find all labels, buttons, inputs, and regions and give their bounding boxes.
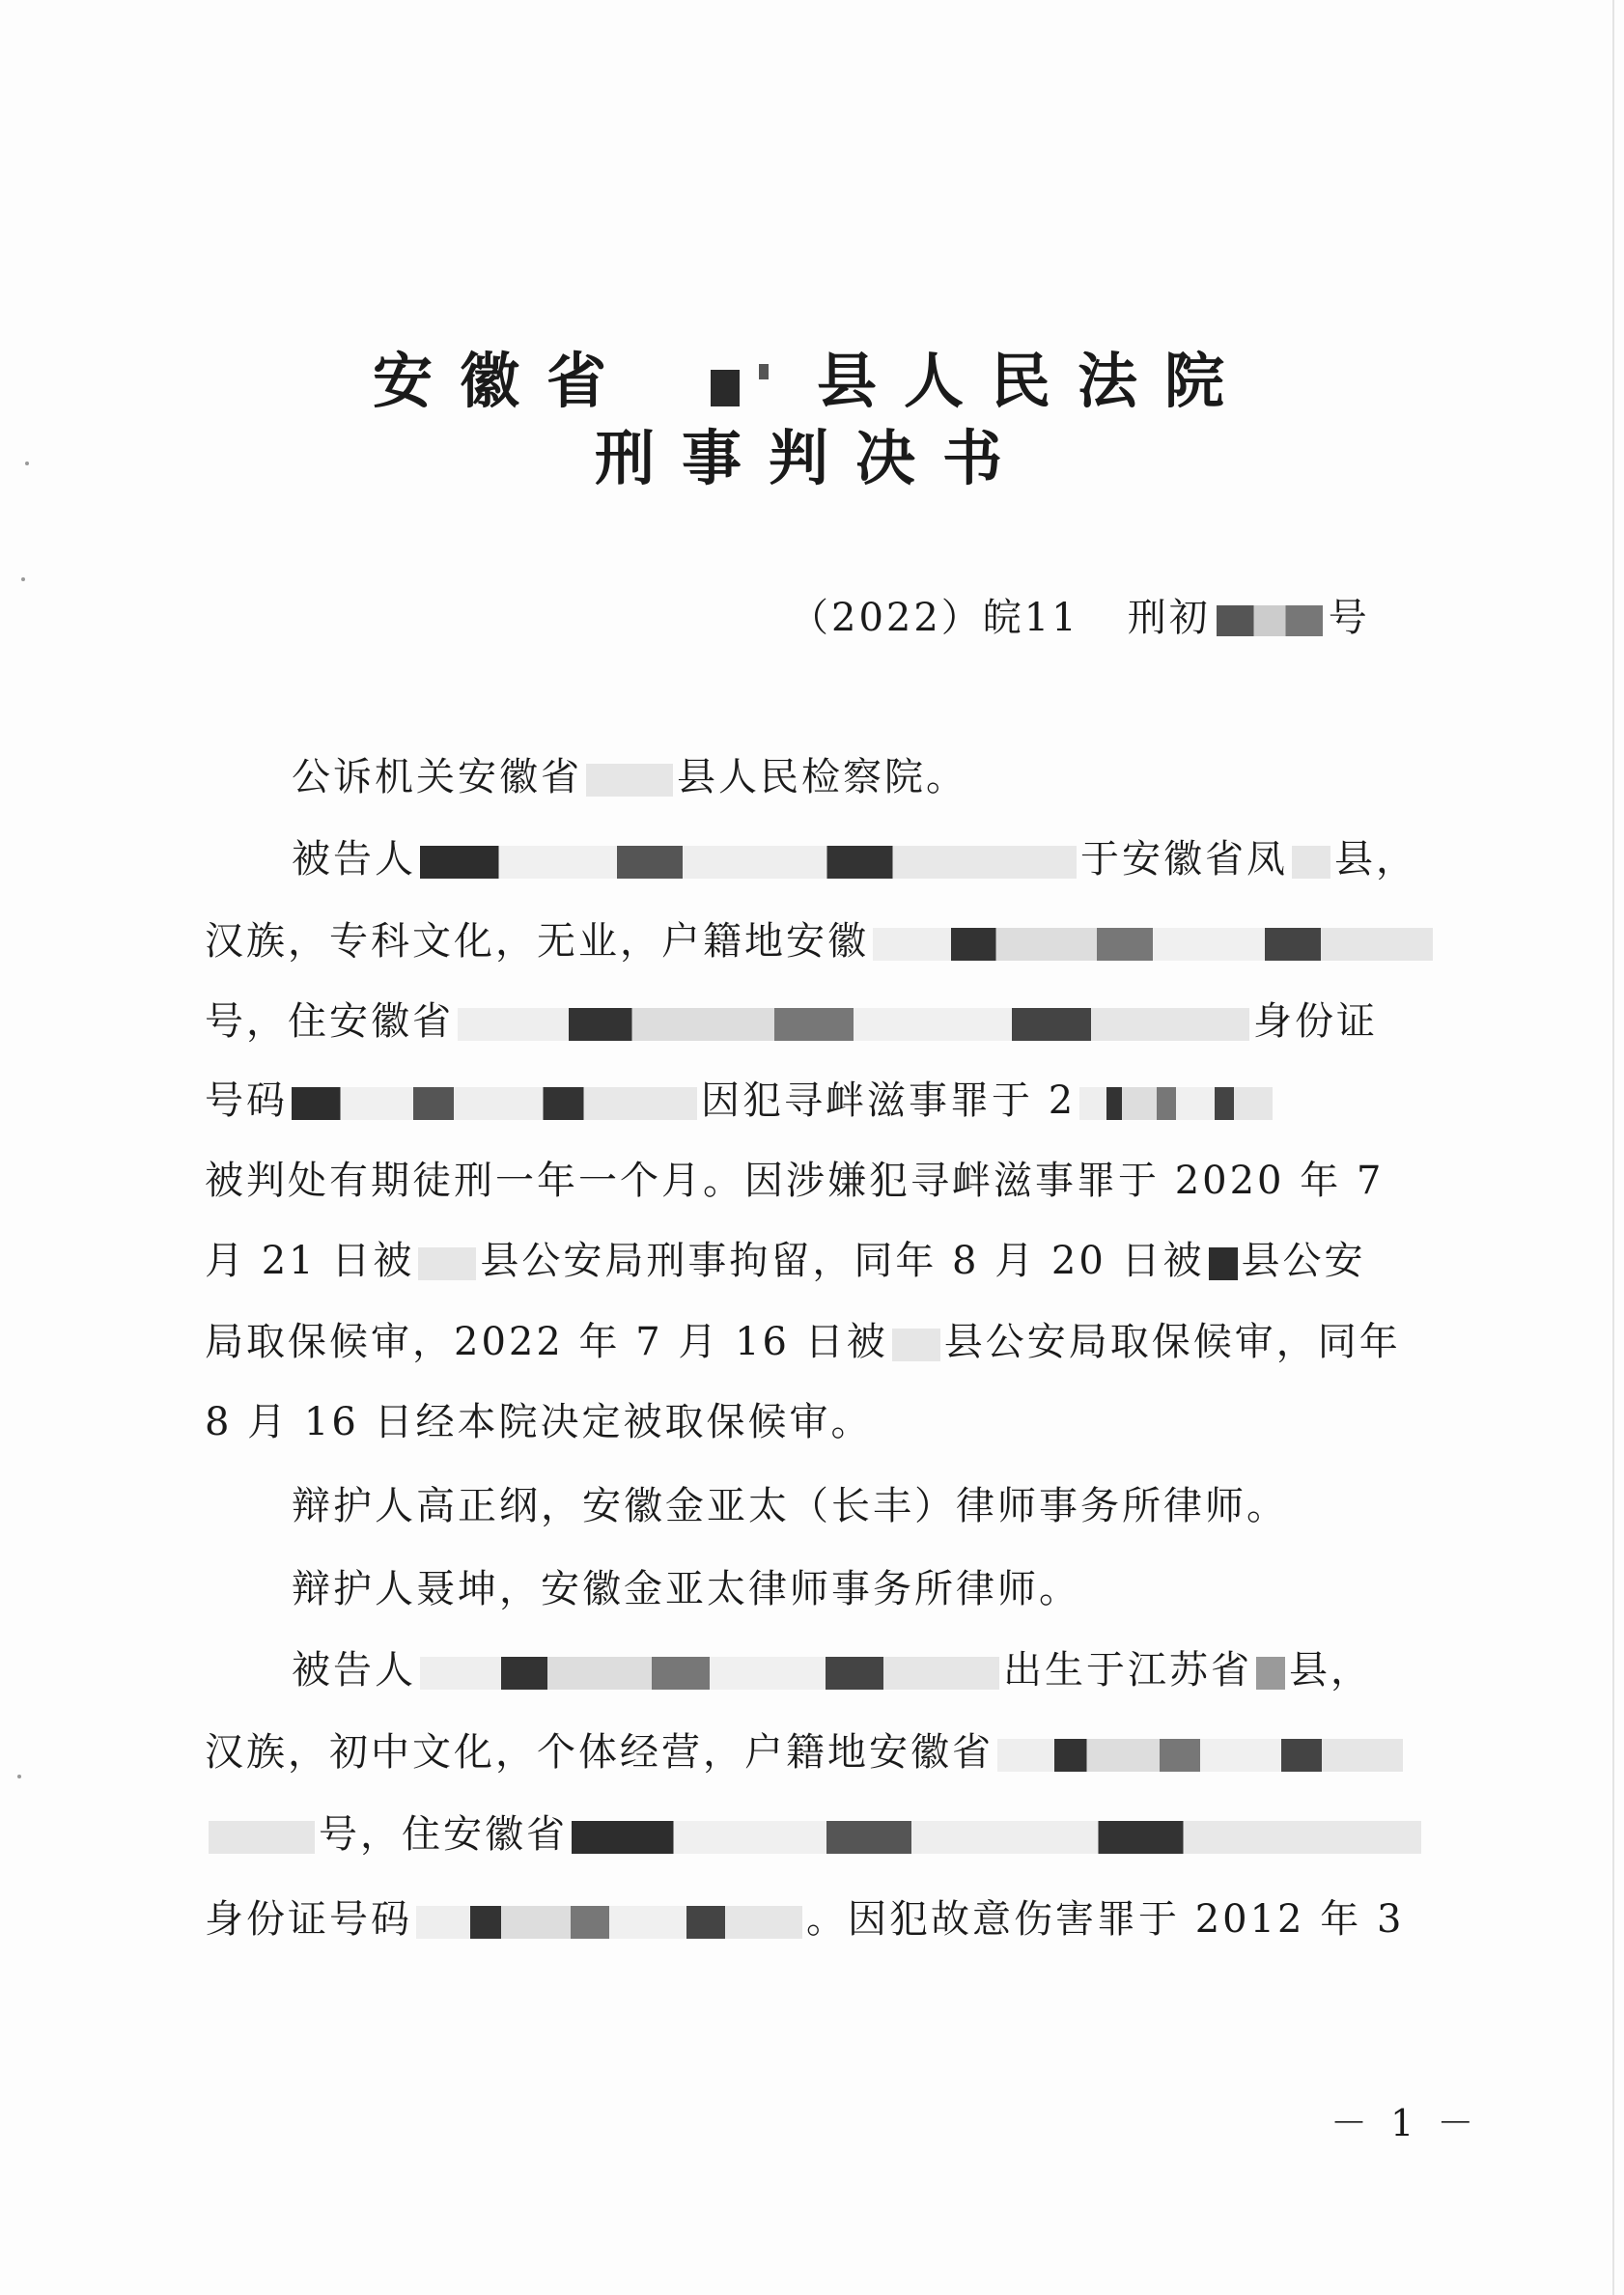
- redaction-block: [209, 1821, 315, 1854]
- redaction-block: [420, 846, 1077, 879]
- redaction-block: [873, 928, 1433, 961]
- redaction-block: [1292, 846, 1330, 879]
- case-number-middle: 刑初: [1127, 596, 1211, 640]
- redaction-block: [1079, 1087, 1273, 1120]
- scan-speck: [21, 577, 25, 581]
- text-line: 局取保候审，2022 年 7 月 16 日被 县公安局取保候审，同年: [205, 1320, 1401, 1364]
- text-line: 辩护人高正纲，安徽金亚太（长丰）律师事务所律师。: [292, 1484, 1288, 1528]
- redaction-block: [420, 1657, 999, 1690]
- text-line: 月 21 日被 县公安局刑事拘留，同年 8 月 20 日被 县公安: [205, 1239, 1366, 1283]
- court-name-title: [0, 343, 1624, 420]
- text-line: 号，住安徽省: [205, 1805, 1425, 1863]
- case-number-suffix: 号: [1328, 596, 1370, 640]
- title-court: 县人民法院: [817, 346, 1252, 416]
- redaction-block: [997, 1739, 1403, 1772]
- redaction-block: [418, 1247, 476, 1280]
- redaction-block: [633, 362, 817, 410]
- text-line: 8 月 16 日经本院决定被取保候审。: [205, 1400, 873, 1444]
- page-number: － 1 －: [1330, 2102, 1480, 2144]
- redaction-block: [1209, 1247, 1238, 1280]
- text-line: 身份证号码 。因犯故意伤害罪于 2012 年 3: [205, 1897, 1405, 1942]
- case-number: [790, 589, 1370, 647]
- redaction-block: [572, 1821, 1421, 1854]
- text-line: 公诉机关安徽省 县人民检察院。: [292, 755, 967, 799]
- redaction-block: [586, 764, 673, 797]
- scan-speck: [17, 1775, 21, 1778]
- title-province: 安徽省: [372, 346, 633, 416]
- text-line: 被告人 于安徽省凤 县，: [292, 837, 1417, 882]
- redaction-block: [1256, 1657, 1285, 1690]
- text-line: 汉族，专科文化，无业，户籍地安徽: [205, 912, 1437, 970]
- redaction-block: [458, 1008, 1249, 1041]
- text-line: 号，住安徽省 身份证: [205, 999, 1378, 1044]
- text-line: 号码 因犯寻衅滋事罪于 2: [205, 1072, 1276, 1130]
- text-line: 被告人 出生于江苏省 县，: [292, 1648, 1372, 1693]
- redaction-block: [1217, 605, 1323, 636]
- redaction-block: [416, 1906, 802, 1939]
- text-line: 汉族，初中文化，个体经营，户籍地安徽省: [205, 1723, 1407, 1781]
- text-line: 辩护人聂坤，安徽金亚太律师事务所律师。: [292, 1567, 1080, 1611]
- case-number-prefix: （2022）皖11: [790, 596, 1079, 640]
- redaction-block: [892, 1329, 940, 1361]
- redaction-block: [292, 1087, 697, 1120]
- document-type-title: 刑事判决书: [594, 423, 1029, 493]
- text-line: 被判处有期徒刑一年一个月。因涉嫌犯寻衅滋事罪于 2020 年 7: [205, 1159, 1385, 1203]
